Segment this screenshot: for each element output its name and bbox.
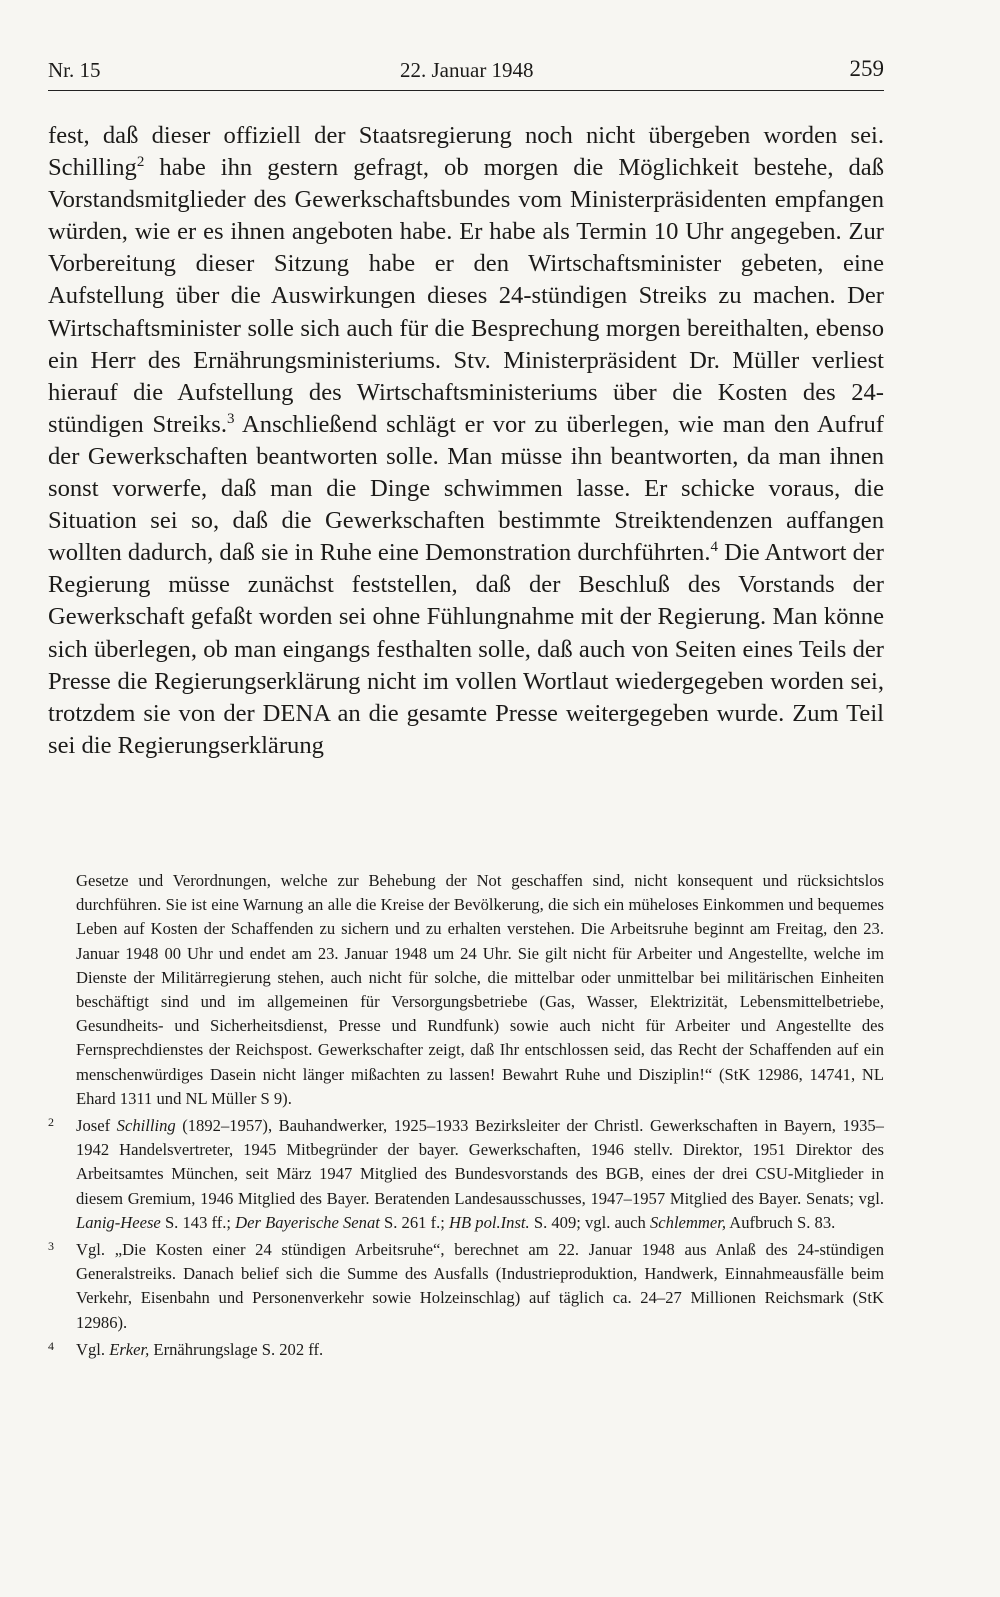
footnote-name-italic: Erker, [109, 1339, 150, 1359]
footnote-ref-italic: Schlemmer, [649, 1212, 727, 1232]
footnote-text: Vgl. „Die Kosten einer 24 stündigen Arbeitsruhe“, berechnet am 22. Januar 1948 aus Anlaß des 24-stündigen Generalstreiks. Danach belief sich die Summe des Ausfalls (Industrieproduktion, Handwerk, Einnahmeausfälle beim Verkehr, Eisenbahn und Personenverkehr sowie Holzeinschlag) auf täglich ca. 24–27 Millionen Reichsmark (StK 12986). [76, 1240, 884, 1332]
footnote-name-italic: Schilling [116, 1116, 176, 1136]
body-segment-1: fest, daß dieser offiziell der Staatsregierung noch nicht übergeben worden sei. Schilling [48, 122, 884, 182]
page-number: 259 [849, 56, 884, 81]
footnote-ref-3[interactable]: 3 [226, 410, 235, 427]
footnote-number: 2 [48, 1115, 54, 1130]
footnote-text: Josef [76, 1116, 117, 1136]
footnote-text: Ernährungslage S. 202 ff. [149, 1339, 324, 1359]
body-segment-4: Die Antwort der Regierung müsse zunächst feststellen, daß der Beschluß des Vorstands der Gewerkschaft gefaßt worden sei ohne Fühlungnahme mit der Regierung. Man könne sich überlegen, ob man eingangs festhalten solle, daß auch von Seiten eines Teils der Presse die Regierungserklärung nicht im vollen Wortlaut wiedergegeben worden sei, trotzdem sie von der DENA an die gesamte Presse weitergegeben wurde. Zum Teil sei die Regierungserklärung [48, 539, 884, 759]
issue-number: Nr. 15 [48, 58, 101, 82]
footnote-3 [48, 1238, 884, 1335]
footnote-text: Aufbruch S. 83. [726, 1212, 836, 1232]
footnotes [48, 869, 884, 1365]
footnote-text: S. 261 f.; [379, 1212, 450, 1232]
footnote-text: S. 409; vgl. auch [529, 1212, 650, 1232]
footnote-text: Vgl. [76, 1339, 110, 1359]
footnote-number: 4 [48, 1338, 54, 1353]
body-segment-3: Anschließend schlägt er vor zu überlegen, wie man den Aufruf der Gewerkschaften beantworten solle. Man müsse ihn beantworten, da man ihnen sonst vorwerfe, daß man die Dinge schwimmen lasse. Er schicke voraus, die Situation sei so, daß die Gewerkschaften bestimmte Streiktendenzen auffangen wollten dadurch, daß sie in Ruhe eine Demonstration durchführten. [48, 410, 884, 567]
header-date: 22. Januar 1948 [400, 58, 534, 82]
footnote-2 [48, 1114, 884, 1235]
footnote-ref-4[interactable]: 4 [710, 539, 719, 556]
body-segment-2: habe ihn gestern gefragt, ob morgen die Möglichkeit bestehe, daß Vorstandsmitglieder des Gewerkschaftsbundes vom Ministerpräsidenten empfangen würden, wie er es ihnen angeboten habe. Er habe als Termin 10 Uhr angegeben. Zur Vorbereitung dieser Sitzung habe er den Wirtschaftsminister gebeten, eine Aufstellung über die Auswirkungen dieses 24-stündigen Streiks zu machen. Der Wirtschaftsminister solle sich auch für die Besprechung morgen bereithalten, ebenso ein Herr des Ernährungsministeriums. Stv. Ministerpräsident Dr. Müller verliest hierauf die Aufstellung des Wirtschaftsministeriums über die Kosten des 24-stündigen Streiks. [48, 154, 884, 438]
footnote-text: (1892–1957), Bauhandwerker, 1925–1933 Bezirksleiter der Christl. Gewerkschaften in Bayern, 1935–1942 Handelsvertreter, 1945 Mitbegründer der bayer. Gewerkschaften, 1946 stellv. Direktor, 1951 Direktor des Arbeitsamtes München, seit März 1947 Mitglied des Bundesvorstands des BGB, eines der drei CSU-Mitglieder in diesem Gremium, 1946 Mitglied des Bayer. Beratenden Landesausschusses, 1947–1957 Mitglied des Bayer. Senats; vgl. [76, 1116, 884, 1208]
footnote-text: S. 143 ff.; [160, 1212, 236, 1232]
footnote-ref-italic: HB pol.Inst. [449, 1212, 530, 1232]
footnote-4 [48, 1338, 884, 1362]
footnote-continuation: Gesetze und Verordnungen, welche zur Behebung der Not geschaffen sind, nicht konsequent und rücksichtslos durchführen. Sie ist eine Warnung an alle die Kreise der Bevölkerung, die sich ein müheloses Einkommen und bequemes Leben auf Kosten der Schaffenden zu sichern und zu erhalten verstehen. Die Arbeitsruhe beginnt am Freitag, den 23. Januar 1948 00 Uhr und endet am 23. Januar 1948 um 24 Uhr. Sie gilt nicht für Arbeiter und Angestellte, welche im Dienste der Militärregierung stehen, auch nicht für solche, die mittelbar oder unmittelbar bei militärischen Einheiten beschäftigt sind und im allgemeinen für Versorgungsbetriebe (Gas, Wasser, Elektrizität, Lebensmittelbetriebe, Gesundheits- und Sicherheitsdienst, Presse und Rundfunk) sowie auch nicht für Arbeiter und Angestellte des Fernsprechdienstes der Reichspost. Gewerkschafter zeigt, daß Ihr entschlossen seid, das Recht der Schaffenden auf ein menschenwürdiges Dasein nicht länger mißachten zu lassen! Bewahrt Ruhe und Disziplin!“ (StK 12986, 14741, NL Ehard 1311 und NL Müller S 9). [76, 871, 884, 1108]
footnote-ref-italic: Der Bayerische Senat [235, 1212, 380, 1232]
running-header [48, 54, 884, 91]
footnote-number: 3 [48, 1239, 54, 1254]
body-text [48, 120, 884, 762]
footnote-ref-italic: Lanig-Heese [76, 1212, 161, 1232]
footnote-ref-2[interactable]: 2 [136, 154, 145, 171]
